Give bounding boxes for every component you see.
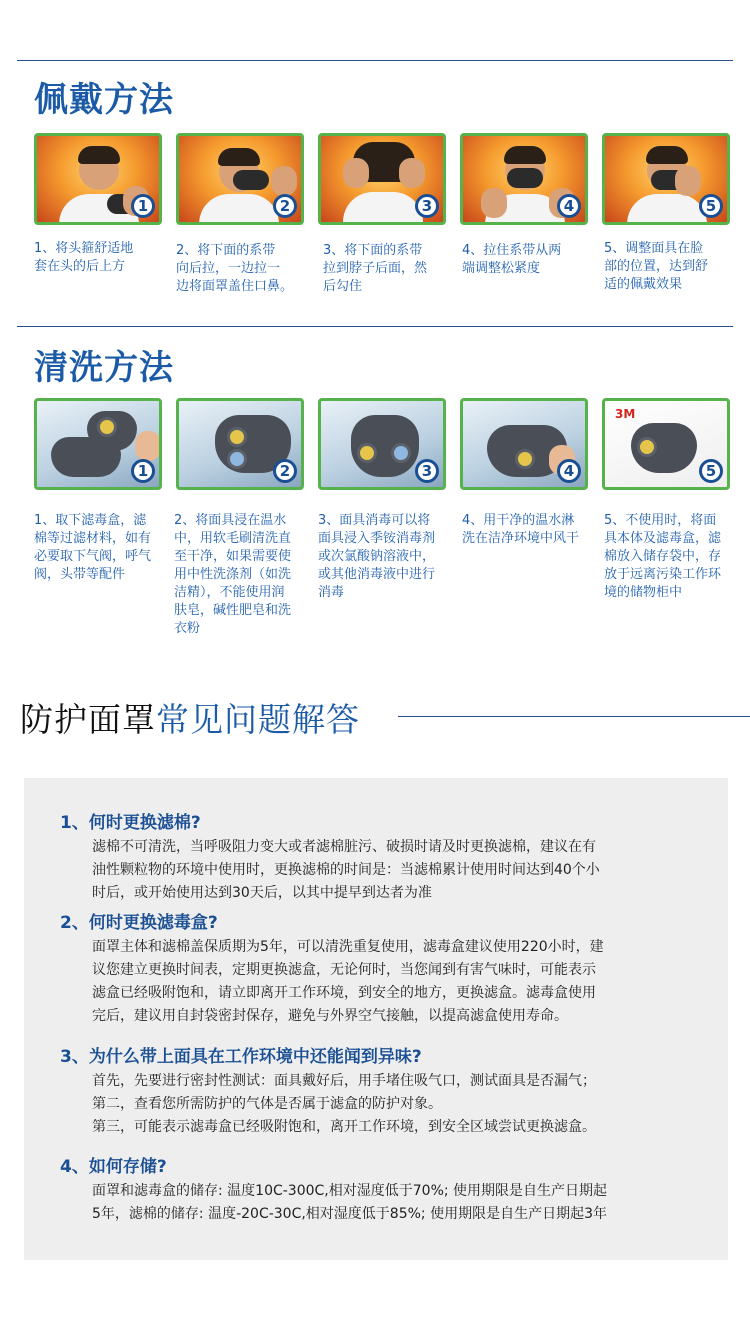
clean-step-2-image (176, 398, 304, 490)
top-divider (17, 60, 733, 61)
wear-steps-row (34, 133, 734, 225)
faq-answer-4: 面罩和滤毒盒的储存: 温度10C-300C,相对湿度低于70%; 使用期限是自生产日期起 5年，滤棉的储存: 温度-20C-30C,相对湿度低于85%; 使用期限是自生产日期起3年 (92, 1183, 608, 1222)
step-number-badge: 5 (699, 194, 723, 218)
wear-step-5-caption: 5、调整面具在脸 部的位置，达到舒 适的佩戴效果 (604, 241, 709, 292)
wear-step-4-image (460, 133, 588, 225)
wear-step-3-image (318, 133, 446, 225)
step-number-badge: 2 (273, 459, 297, 483)
wear-step-2-caption: 2、将下面的系带 向后拉，一边拉一 边将面罩盖住口鼻。 (176, 243, 294, 294)
step-number-badge: 3 (415, 459, 439, 483)
faq-question-2: 2、何时更换滤毒盒? (60, 913, 218, 933)
faq-panel (24, 778, 728, 1260)
faq-answer-1: 滤棉不可清洗，当呼吸阻力变大或者滤棉脏污、破损时请及时更换滤棉，建议在有 油性颗粒物的环境中使用时，更换滤棉的时间是：当滤棉累计使用时间达到40个小 时后，或开始使用达到30天后，以其中提早到达者为准 (92, 839, 600, 901)
step-number-badge: 2 (273, 194, 297, 218)
step-number-badge: 4 (557, 459, 581, 483)
clean-step-4-caption: 4、用干净的温水淋 洗在洁净环境中风干 (462, 513, 580, 546)
step-number-badge: 5 (699, 459, 723, 483)
faq-answer-2: 面罩主体和滤棉盖保质期为5年，可以清洗重复使用，滤毒盒建议使用220小时，建 议您建立更换时间表，定期更换滤盒，无论何时，当您闻到有害气味时，可能表示 滤盒已经吸附饱和，请立即离开工作环境，到安全的地方，更换滤盒。滤毒盒使用 完后，建议用自封袋密封保存，避免与外界空气接触，以提高滤盒使用寿命。 (92, 939, 604, 1024)
clean-steps-row (34, 398, 734, 490)
clean-step-1-image (34, 398, 162, 490)
faq-question-4: 4、如何存储? (60, 1157, 167, 1177)
clean-step-5-caption: 5、不使用时，将面 具本体及滤毒盒，滤 棉放入储存袋中，存 放于远离污染工作环 境的储物柜中 (604, 513, 722, 600)
brand-logo: 3M (615, 407, 636, 421)
wear-step-1-image (34, 133, 162, 225)
clean-step-2-caption: 2、将面具浸在温水 中，用软毛刷清洗直 至干净，如果需要使 用中性洗涤剂（如洗 洁精），不能使用润 肤皂，碱性肥皂和洗 衣粉 (174, 513, 292, 636)
faq-question-1: 1、何时更换滤棉? (60, 813, 201, 833)
clean-step-3-image (318, 398, 446, 490)
middle-divider (17, 326, 733, 327)
step-number-badge: 3 (415, 194, 439, 218)
step-number-badge: 1 (131, 194, 155, 218)
faq-title: 防护面罩常见问题解答 (20, 700, 360, 739)
step-number-badge: 4 (557, 194, 581, 218)
wear-step-5-image (602, 133, 730, 225)
wear-section-title: 佩戴方法 (34, 80, 174, 120)
step-number-badge: 1 (131, 459, 155, 483)
clean-section-title: 清洗方法 (34, 348, 174, 388)
clean-step-3-caption: 3、面具消毒可以将 面具浸入季铵消毒剂 或次氯酸钠溶液中， 或其他消毒液中进行 消毒 (318, 513, 436, 600)
faq-question-3: 3、为什么带上面具在工作环境中还能闻到异味? (60, 1047, 422, 1067)
clean-step-5-image (602, 398, 730, 490)
faq-title-rule (398, 716, 750, 717)
wear-step-2-image (176, 133, 304, 225)
clean-step-1-caption: 1、取下滤毒盒，滤 棉等过滤材料，如有 必要取下气阀，呼气 阀，头带等配件 (34, 513, 152, 582)
wear-step-4-caption: 4、拉住系带从两 端调整松紧度 (462, 243, 562, 276)
faq-answer-3: 首先，先要进行密封性测试：面具戴好后，用手堵住吸气口，测试面具是否漏气； 第二，查看您所需防护的气体是否属于滤盒的防护对象。 第三，可能表示滤毒盒已经吸附饱和，离开工作环境，到安全区域尝试更换滤盒。 (92, 1073, 596, 1135)
wear-step-1-caption: 1、将头箍舒适地 套在头的后上方 (34, 241, 134, 274)
clean-step-4-image (460, 398, 588, 490)
wear-step-3-caption: 3、将下面的系带 拉到脖子后面，然 后勾住 (323, 243, 428, 294)
